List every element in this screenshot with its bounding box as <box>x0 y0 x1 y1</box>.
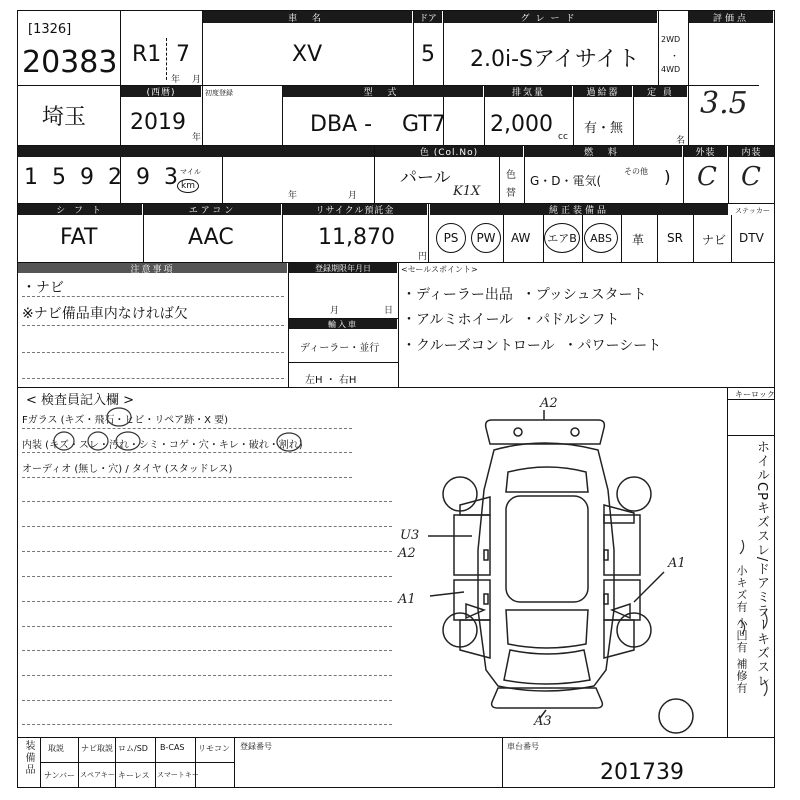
color: パール <box>400 168 451 188</box>
caution-line-1: ・ナビ <box>22 280 64 296</box>
turbo-label: 過給器 <box>574 86 632 97</box>
region: 埼玉 <box>42 105 87 130</box>
door-label: ドア <box>414 11 442 23</box>
footer-bcas: B-CAS <box>160 743 185 752</box>
footer-spare-key: スペアキー <box>80 771 115 779</box>
exterior-label: 外装 <box>684 146 727 157</box>
caution-line-2: ※ナビ備品車内なければ欠 <box>22 306 188 322</box>
vertical-note-1: ホイルCPキズスレ/ドアミラーキズスレ <box>754 440 769 689</box>
reg-deadline-month: 月 <box>330 306 340 316</box>
shift-label: シ フ ト <box>18 204 142 215</box>
footer-side-label: 装備品 <box>23 740 34 776</box>
year-era: R1 <box>132 42 162 67</box>
ac: AAC <box>188 225 234 250</box>
model-prefix: DBA - <box>310 112 373 137</box>
capacity-unit: 名 <box>676 136 686 146</box>
sales-points-label: <セールスポイント> <box>401 265 478 274</box>
drive-2wd: 2WD <box>661 35 681 44</box>
fuel-options: G・D・電気( <box>530 174 602 188</box>
recycle-fee: 11,870 <box>318 225 395 250</box>
reg-deadline-label: 登録期限年月日 <box>289 263 397 273</box>
mileage-digit: 9 <box>80 165 94 190</box>
mileage-digit: 5 <box>52 165 66 190</box>
keylock-label: キーロック <box>735 390 775 399</box>
mileage-digit: 1 <box>24 165 38 190</box>
caution-label: 注意事項 <box>18 263 287 273</box>
reg-deadline-day: 日 <box>384 306 394 316</box>
drive-4wd: 4WD <box>661 65 681 74</box>
steering-side: 左H ・ 右H <box>305 375 357 386</box>
footer-manual: 取説 <box>48 744 64 753</box>
inspector-title: < 検査員記入欄 > <box>26 393 135 408</box>
inspection-month-unit: 月 <box>348 191 358 201</box>
import-type: ディーラー・並行 <box>300 343 380 354</box>
import-label: 輸入車 <box>289 319 397 329</box>
year-unit: 年 <box>171 75 181 85</box>
color-label: 色 (Col.No) <box>375 146 523 157</box>
color-code: K1X <box>453 184 481 199</box>
grade-label: グレード <box>444 11 657 23</box>
interior-grade: C <box>741 162 761 192</box>
fuel-close: ) <box>664 168 671 188</box>
mileage-digit: 2 <box>108 165 122 190</box>
equipment-label: 純正装備品 <box>430 204 728 215</box>
score-label: 評価点 <box>689 11 773 23</box>
footer-navi-manual: ナビ取説 <box>81 744 113 753</box>
chassis-number: 201739 <box>600 760 684 785</box>
first-reg-sub: (西暦) <box>146 88 176 98</box>
car-name: XV <box>292 42 323 67</box>
footer-number-plate: ナンバー <box>44 771 76 780</box>
car-name-label: 車 名 <box>203 11 412 23</box>
equip-sunroof: SR <box>667 231 683 245</box>
drive-divider: ・ <box>670 52 680 62</box>
exterior-grade: C <box>697 162 717 192</box>
fuel-other: その他 <box>624 167 648 176</box>
mark-right: A1 <box>668 556 686 571</box>
equip-ps: PS <box>436 223 466 253</box>
yen-unit: 円 <box>418 252 428 262</box>
mark-left-3: A1 <box>398 592 416 607</box>
lot-number: 20383 <box>22 45 118 80</box>
inspector-glass: Fガラス (キズ・飛石・ヒビ・リペア跡・X 要) <box>22 415 229 426</box>
vertical-note-2: 小キズ有 小凹有 補修有 <box>735 565 748 694</box>
equip-abs: ABS <box>584 223 618 253</box>
equip-airbag: エアB <box>544 223 580 253</box>
displacement-label: 排気量 <box>485 86 572 97</box>
door-count: 5 <box>421 42 435 67</box>
score-value: 3.5 <box>700 86 748 121</box>
turbo-options: 有・無 <box>584 121 624 136</box>
model-code: GT7 <box>402 112 446 137</box>
mileage-digit: 9 <box>136 165 150 190</box>
model-label: 型 式 <box>283 86 483 97</box>
lot-code: [1326] <box>28 22 72 37</box>
recycle-label: リサイクル預託金 <box>283 204 427 215</box>
registration-number-label: 登録番号 <box>240 742 272 751</box>
interior-label: 内装 <box>729 146 774 157</box>
mark-left-1: U3 <box>400 528 420 543</box>
displacement: 2,000 <box>490 112 553 137</box>
mileage-digit: 3 <box>164 165 178 190</box>
footer-smart-key: スマートキー <box>157 771 199 779</box>
km-unit-circled: km <box>177 179 199 193</box>
chassis-number-label: 車台番号 <box>507 742 539 751</box>
inspector-audio: オーディオ (無し・穴) / タイヤ (スタッドレス) <box>22 464 233 475</box>
ac-label: エアコン <box>144 204 281 215</box>
color-change-2: 替 <box>506 188 516 199</box>
equip-aw: AW <box>511 231 531 245</box>
month-unit: 月 <box>192 75 202 85</box>
equip-navi: ナビ <box>702 233 727 247</box>
inspector-interior: 内装 (キズ・スレ・汚れ・シミ・コゲ・穴・キレ・破れ・割れ) <box>22 440 303 451</box>
sales-point-2: ・アルミホイール ・パドルシフト <box>402 312 620 328</box>
mile-unit: マイル <box>180 168 201 176</box>
first-registration-caption: 初度登録 <box>205 89 233 97</box>
inspection-year-unit: 年 <box>288 191 298 201</box>
footer-remote: リモコン <box>198 744 230 753</box>
cc-unit: cc <box>558 132 568 142</box>
year-number: 7 <box>176 42 190 67</box>
mark-bottom: A3 <box>534 714 552 729</box>
footer-rom-sd: ロム/SD <box>118 744 148 753</box>
first-registration-year: 2019 <box>130 110 186 135</box>
grade: 2.0i-Sアイサイト <box>470 47 640 72</box>
sales-point-3: ・クルーズコントロール ・パワーシート <box>402 338 662 354</box>
sales-point-1: ・ディーラー出品 ・プッシュスタート <box>402 287 647 303</box>
equip-leather: 革 <box>632 233 645 247</box>
sticker-label: ステッカー <box>735 207 770 215</box>
footer-keyless: キーレス <box>118 771 150 780</box>
color-change-1: 色 <box>506 170 516 181</box>
fuel-label: 燃 料 <box>525 146 682 157</box>
first-registration-year-unit: 年 <box>192 133 202 143</box>
mark-left-2: A2 <box>398 546 416 561</box>
equip-dtv: DTV <box>739 231 764 245</box>
capacity-label: 定 員 <box>634 86 687 97</box>
mark-top: A2 <box>540 396 558 411</box>
equip-pw: PW <box>471 223 501 253</box>
shift: FAT <box>60 225 98 250</box>
